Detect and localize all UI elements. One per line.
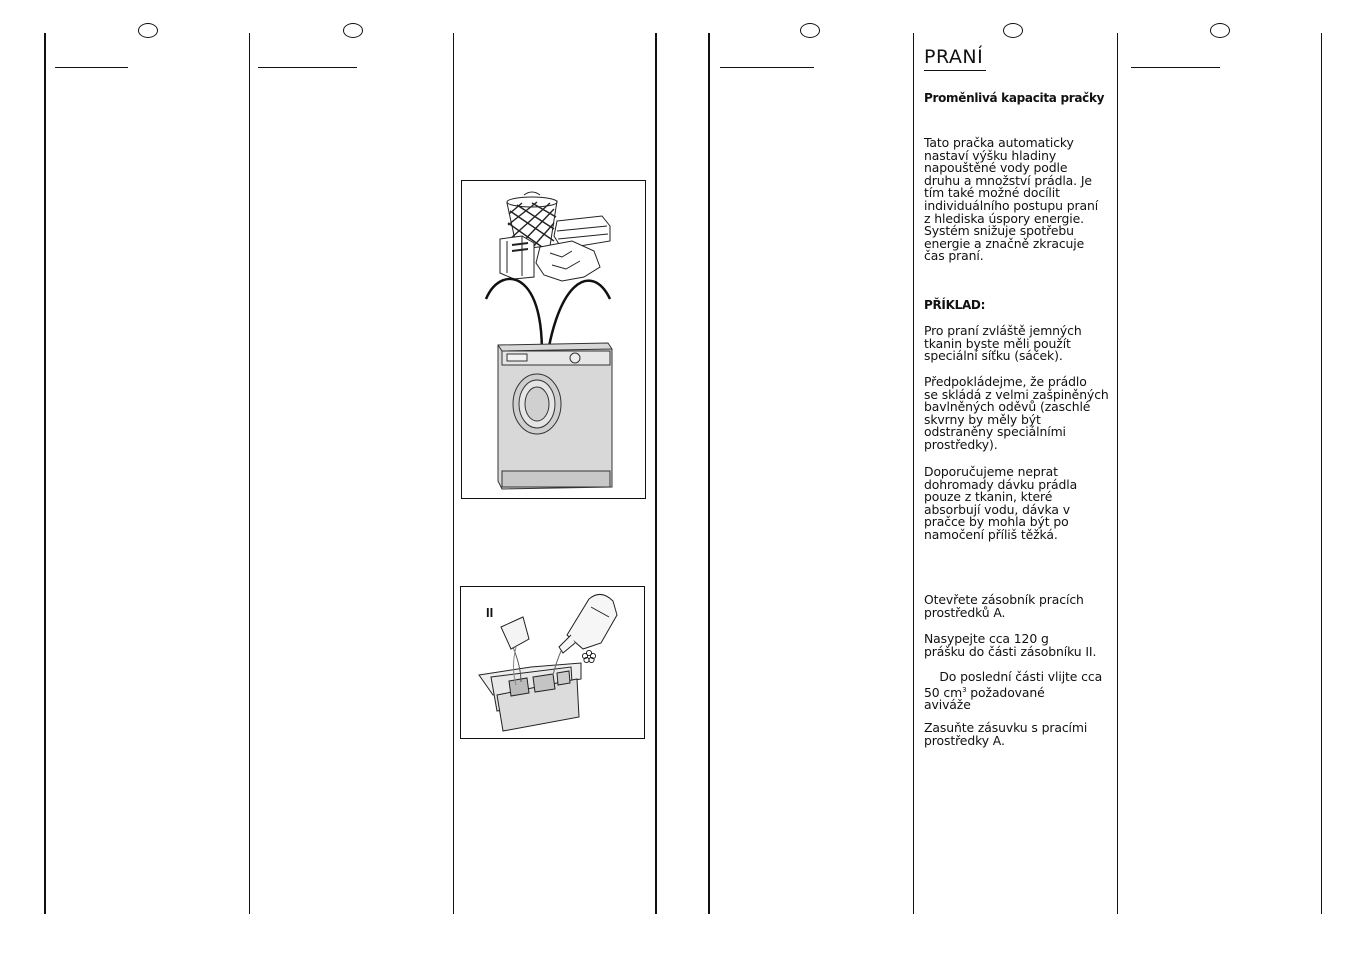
column-divider-5: [708, 33, 710, 914]
example-label: PŘÍKLAD:: [924, 298, 986, 312]
detergent-drawer-illustration: [461, 587, 643, 737]
title-underline: [924, 70, 986, 71]
language-circle-1: [138, 23, 158, 38]
step-2: Nasypejte cca 120 g prášku do části zásobníku II.: [924, 631, 1097, 659]
column-divider-4: [655, 33, 657, 914]
column-divider-7: [1117, 33, 1118, 914]
heading-rule-3: [720, 67, 814, 68]
language-circle-3: [800, 23, 820, 38]
example-paragraph-3: Doporučujeme neprat dohromady dávku prádla pouze z tkanin, které absorbují vodu, dávka v pračce by mohla být po namočení příliš těžká.: [924, 464, 1078, 542]
column-divider-3: [453, 33, 454, 914]
column-divider-6: [913, 33, 914, 914]
step-3-line-3: aviváže: [924, 697, 971, 713]
intro-paragraph: Tato pračka automaticky nastaví výšku hladiny napouštěné vody podle druhu a množství prádla. Je tím také možné docílit individuálního postupu praní z hlediska úspory energie. Systém snižuje spotřebu energie a značně zkracuje čas praní.: [924, 135, 1099, 264]
step-3: [924, 671, 1114, 712]
column-divider-1: [44, 33, 46, 914]
figure-laundry-machine: [461, 180, 646, 499]
step-4: Zasuňte zásuvku s pracími prostředky A.: [924, 720, 1088, 748]
step-3-superscript: 3: [962, 685, 967, 694]
compartment-label: II: [486, 605, 494, 620]
example-paragraph-2: Předpokládejme, že prádlo se skládá z velmi zašpiněných bavlněných oděvů (zaschlé skvrny by měly být odstraněny speciálními prostředky).: [924, 374, 1109, 452]
language-circle-5: [1210, 23, 1230, 38]
step-1: Otevřete zásobník pracích prostředků A.: [924, 592, 1084, 620]
heading-rule-2: [258, 67, 357, 68]
subheading: Proměnlivá kapacita pračky: [924, 91, 1105, 105]
heading-rule-1: [55, 67, 128, 68]
laundry-machine-illustration: [462, 181, 644, 497]
step-3-amount: 50 cm: [924, 684, 963, 700]
step-3-line-1: Do poslední části vlijte cca: [924, 669, 1103, 684]
heading-rule-4: [1131, 67, 1220, 68]
page-title: PRANÍ: [924, 46, 984, 68]
flower-softener-icon: [582, 650, 595, 662]
column-divider-2: [249, 33, 250, 914]
language-circle-4: [1003, 23, 1023, 38]
column-divider-8: [1321, 33, 1322, 914]
language-circle-2: [343, 23, 363, 38]
step-3-after: požadované: [966, 684, 1045, 700]
figure-detergent-drawer: [460, 586, 645, 739]
example-paragraph-1: Pro praní zvláště jemných tkanin byste měli použít speciální síťku (sáček).: [924, 323, 1082, 364]
